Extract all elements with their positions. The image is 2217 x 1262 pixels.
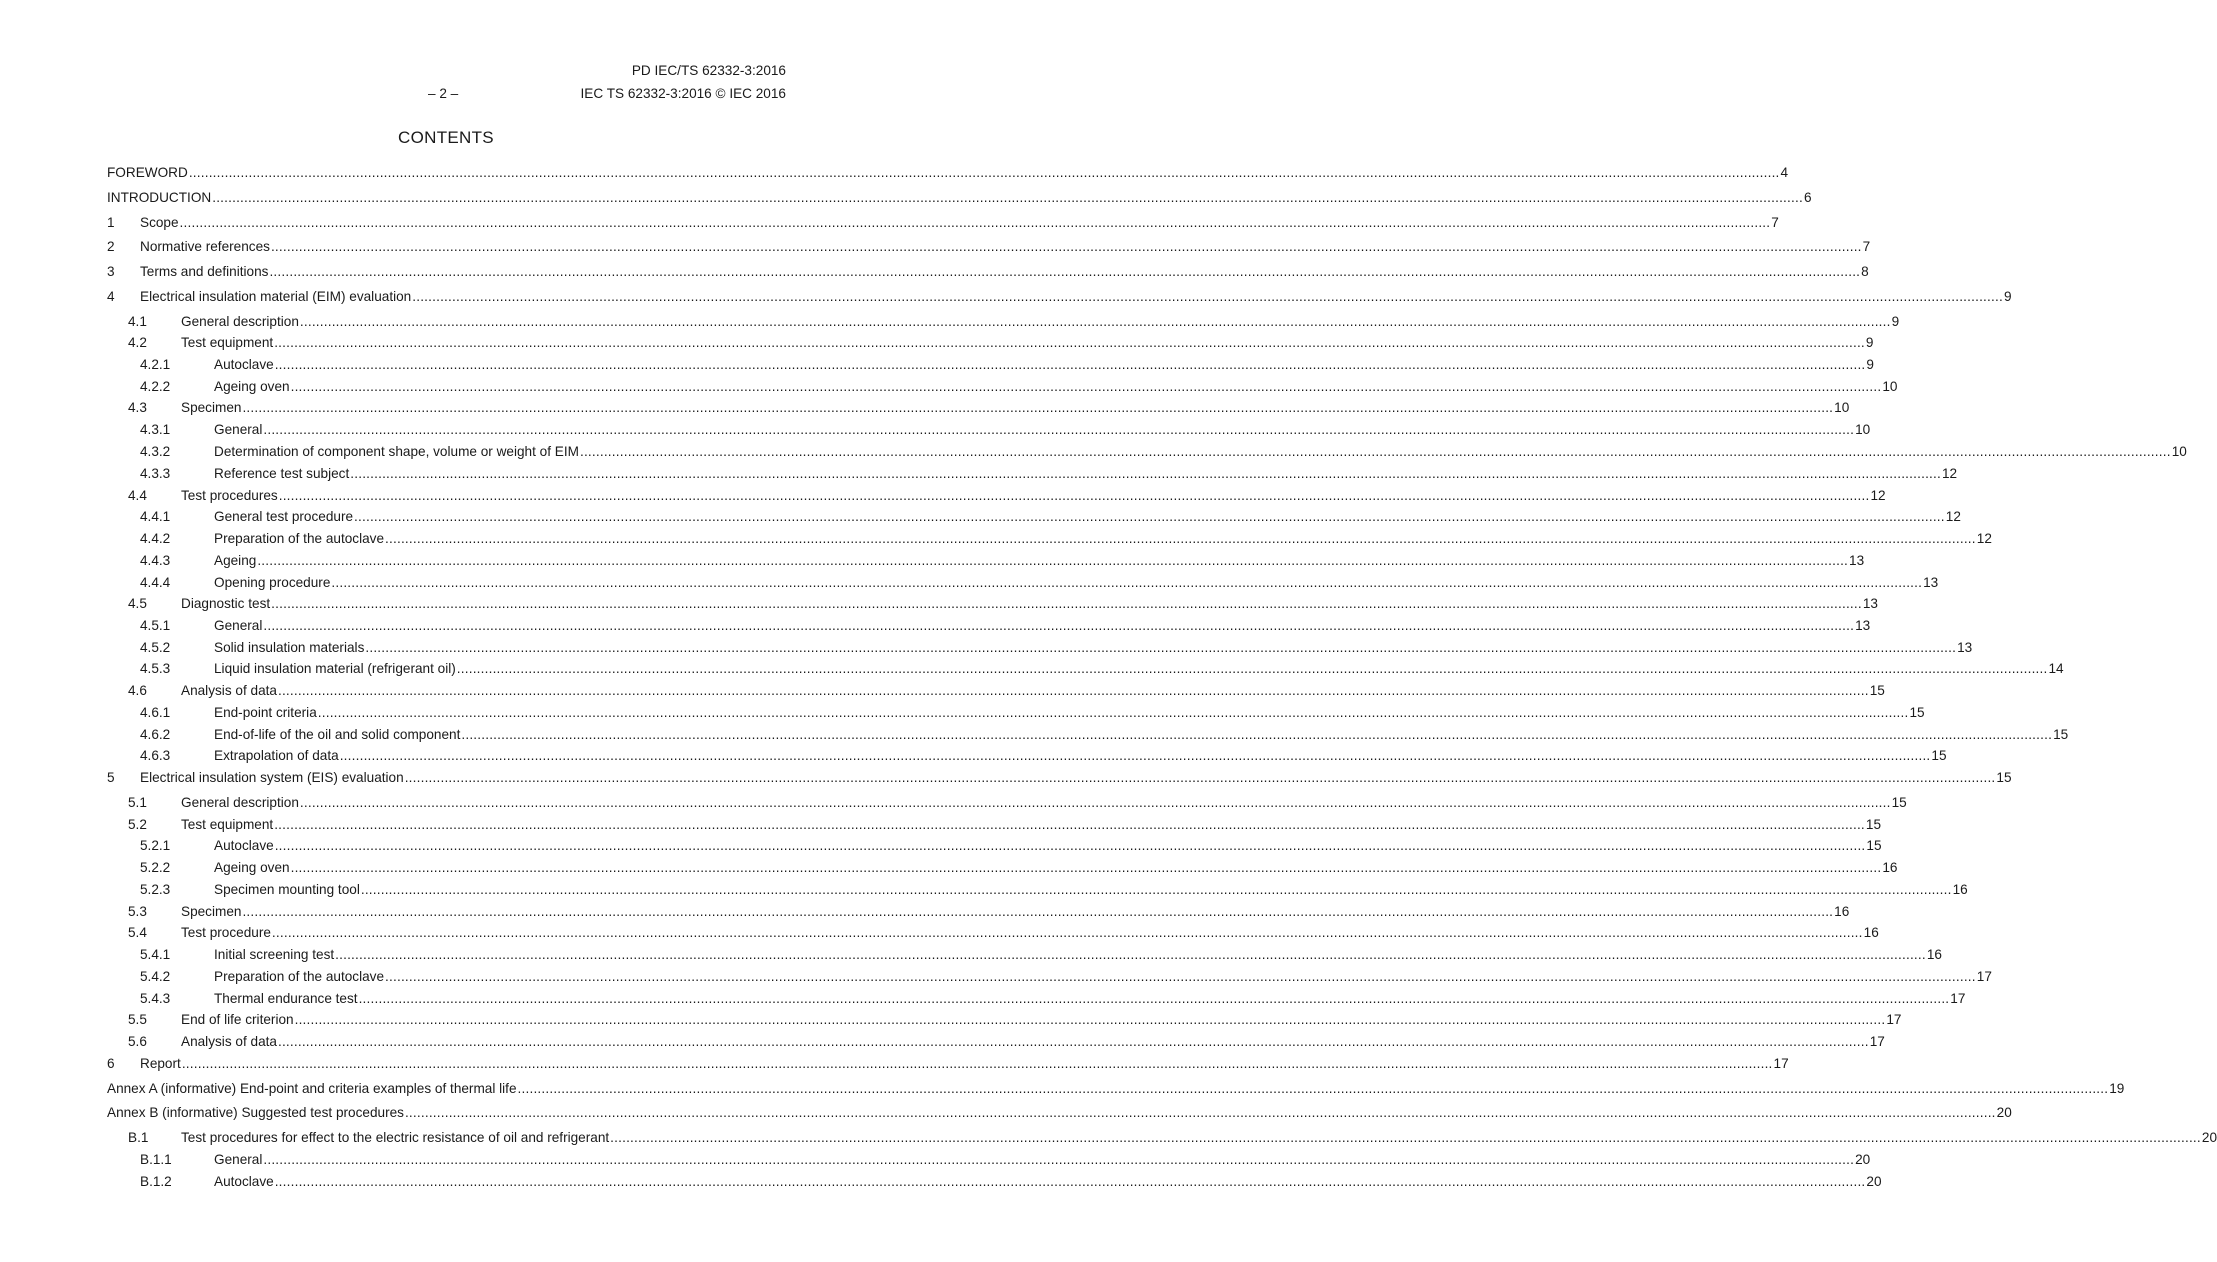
toc-entry[interactable] (107, 859, 1898, 877)
toc-entry-page: 16 (1952, 882, 1968, 897)
toc-entry-page: 13 (1957, 640, 1973, 655)
toc-entry-page: 20 (1996, 1105, 2012, 1120)
dot-leader: ................................................................................................................................................................................................................................................................................................................................................................................................................ (269, 264, 1861, 279)
toc-entry-label: Ageing oven (214, 860, 290, 875)
dot-leader: ................................................................................................................................................................................................................................................................................................................................................................................................................ (350, 466, 1941, 481)
toc-entry[interactable] (107, 990, 1966, 1008)
dot-leader: ................................................................................................................................................................................................................................................................................................................................................................................................................ (181, 1056, 1773, 1071)
toc-entry[interactable] (107, 189, 1812, 207)
toc-entry[interactable] (107, 794, 1907, 812)
dot-leader: ................................................................................................................................................................................................................................................................................................................................................................................................................ (278, 488, 1870, 503)
toc-entry-number: 4.5.3 (140, 661, 171, 676)
toc-entry[interactable] (107, 1173, 1882, 1191)
toc-entry-page: 17 (1976, 969, 1992, 984)
toc-entry-label: Ageing oven (214, 379, 290, 394)
toc-entry-label: Test procedures (181, 488, 278, 503)
toc-entry-label: Electrical insulation system (EIS) evaluation (140, 770, 404, 785)
dot-leader: ................................................................................................................................................................................................................................................................................................................................................................................................................ (277, 1034, 1869, 1049)
toc-entry-label: Extrapolation of data (214, 748, 339, 763)
toc-entry[interactable] (107, 288, 2012, 306)
toc-entry-number: 5.2.1 (140, 838, 171, 853)
toc-entry-label: Initial screening test (214, 947, 335, 962)
dot-leader: ................................................................................................................................................................................................................................................................................................................................................................................................................ (331, 575, 1923, 590)
toc-entry-page: 15 (1865, 817, 1882, 832)
dot-leader: ................................................................................................................................................................................................................................................................................................................................................................................................................ (270, 239, 1862, 254)
toc-entry[interactable] (107, 1129, 2217, 1147)
toc-entry[interactable] (107, 881, 1968, 899)
dot-leader: ................................................................................................................................................................................................................................................................................................................................................................................................................ (517, 1081, 2109, 1096)
toc-entry-number: 4.5.2 (140, 640, 171, 655)
toc-entry-number: 2 (107, 239, 115, 254)
toc-entry-page: 9 (2003, 289, 2012, 304)
toc-entry-page: 9 (1891, 314, 1900, 329)
toc-entry-number: 5.4.1 (140, 947, 171, 962)
toc-entry-label: Ageing (214, 553, 257, 568)
dot-leader: ................................................................................................................................................................................................................................................................................................................................................................................................................ (188, 165, 1780, 180)
toc-entry-page: 6 (1803, 190, 1812, 205)
dot-leader: ................................................................................................................................................................................................................................................................................................................................................................................................................ (610, 1130, 2201, 1145)
document-id: PD IEC/TS 62332-3:2016 (631, 63, 786, 78)
page-title: CONTENTS (398, 128, 494, 147)
toc-entry-number: 4.5 (128, 596, 147, 611)
toc-entry[interactable] (107, 682, 1885, 700)
toc-entry-page: 10 (2171, 444, 2187, 459)
toc-entry[interactable] (107, 443, 2187, 461)
toc-entry-page: 13 (1923, 575, 1939, 590)
toc-entry-label: General description (181, 314, 299, 329)
toc-entry-number: 4.3.2 (140, 444, 171, 459)
toc-entry-page: 8 (1861, 264, 1869, 279)
toc-entry-page: 13 (1849, 553, 1865, 568)
toc-entry-page: 9 (1865, 335, 1874, 350)
dot-leader: ................................................................................................................................................................................................................................................................................................................................................................................................................ (385, 531, 1976, 546)
toc-entry-label: Normative references (140, 239, 270, 254)
toc-entry[interactable] (107, 1151, 1871, 1169)
toc-entry-label: Specimen (181, 904, 242, 919)
toc-entry-page: 17 (1773, 1056, 1789, 1071)
toc-entry[interactable] (107, 769, 2012, 787)
toc-entry-page: 16 (1926, 947, 1942, 962)
toc-entry-number: 4.6.1 (140, 705, 171, 720)
toc-entry[interactable] (107, 214, 1779, 232)
toc-entry-number: 5 (107, 770, 115, 785)
page-marker: – 2 – (428, 86, 459, 101)
dot-leader: ................................................................................................................................................................................................................................................................................................................................................................................................................ (271, 925, 1863, 940)
toc-entry[interactable] (107, 263, 1869, 281)
toc-entry-page: 12 (1941, 466, 1958, 481)
toc-entry-number: 4.1 (128, 314, 147, 329)
toc-entry-number: 5.2.3 (140, 882, 171, 897)
dot-leader: ................................................................................................................................................................................................................................................................................................................................................................................................................ (579, 444, 2171, 459)
toc-entry-page: 12 (1945, 509, 1961, 524)
toc-entry-page: 7 (1771, 215, 1779, 230)
toc-entry-page: 9 (1866, 357, 1874, 372)
dot-leader: ................................................................................................................................................................................................................................................................................................................................................................................................................ (263, 1152, 1855, 1167)
toc-entry-label: End of life criterion (181, 1012, 294, 1027)
toc-entry-number: 5.5 (128, 1012, 147, 1027)
toc-entry-label: Specimen mounting tool (214, 882, 360, 897)
toc-entry-page: 15 (1909, 705, 1925, 720)
toc-entry-label: FOREWORD (107, 165, 188, 180)
toc-entry-number: B.1.2 (140, 1174, 172, 1189)
toc-entry[interactable] (107, 924, 1879, 942)
toc-entry-label: Solid insulation materials (214, 640, 365, 655)
dot-leader: ................................................................................................................................................................................................................................................................................................................................................................................................................ (299, 314, 1891, 329)
toc-entry-label: Preparation of the autoclave (214, 969, 385, 984)
toc-entry-number: 4.2 (128, 335, 147, 350)
toc-entry-page: 17 (1886, 1012, 1902, 1027)
toc-entry-page: 10 (1882, 379, 1898, 394)
dot-leader: ................................................................................................................................................................................................................................................................................................................................................................................................................ (358, 991, 1950, 1006)
toc-entry-page: 13 (1862, 596, 1878, 611)
toc-entry[interactable] (107, 378, 1898, 396)
toc-entry-label: End-of-life of the oil and solid component (214, 727, 461, 742)
dot-leader: ................................................................................................................................................................................................................................................................................................................................................................................................................ (404, 1105, 1996, 1120)
toc-entry-page: 20 (2201, 1130, 2217, 1145)
toc-entry-number: 4.2.2 (140, 379, 171, 394)
dot-leader: ................................................................................................................................................................................................................................................................................................................................................................................................................ (263, 422, 1855, 437)
toc-entry[interactable] (107, 1104, 2012, 1122)
toc-entry-page: 17 (1869, 1034, 1885, 1049)
toc-entry-number: 4.3 (128, 400, 147, 415)
dot-leader: ................................................................................................................................................................................................................................................................................................................................................................................................................ (274, 838, 1866, 853)
toc-entry-number: 4.4.4 (140, 575, 171, 590)
toc-entry[interactable] (107, 617, 1871, 635)
toc-entry-number: 4.4.1 (140, 509, 171, 524)
dot-leader: ................................................................................................................................................................................................................................................................................................................................................................................................................ (257, 553, 1849, 568)
toc-entry-page: 17 (1950, 991, 1966, 1006)
toc-entry[interactable] (107, 903, 1850, 921)
toc-entry[interactable] (107, 747, 1947, 765)
toc-entry-label: Report (140, 1056, 181, 1071)
toc-entry-number: 4.4.3 (140, 553, 171, 568)
toc-entry-number: 5.1 (128, 795, 147, 810)
toc-entry-label: General (214, 422, 263, 437)
toc-entry-label: Autoclave (214, 1174, 274, 1189)
toc-entry-label: Specimen (181, 400, 242, 415)
toc-entry-page: 4 (1780, 165, 1789, 180)
toc-entry[interactable] (107, 238, 1871, 256)
toc-entry[interactable] (107, 164, 1789, 182)
toc-entry-number: 1 (107, 215, 115, 230)
toc-entry-label: Autoclave (214, 838, 274, 853)
toc-entry-label: Electrical insulation material (EIM) evaluation (140, 289, 412, 304)
toc-entry-page: 13 (1855, 618, 1871, 633)
toc-entry[interactable] (107, 946, 1942, 964)
toc-entry-number: B.1.1 (140, 1152, 172, 1167)
toc-entry[interactable] (107, 704, 1925, 722)
dot-leader: ................................................................................................................................................................................................................................................................................................................................................................................................................ (456, 661, 2048, 676)
toc-entry-number: 4.6.3 (140, 748, 171, 763)
dot-leader: ................................................................................................................................................................................................................................................................................................................................................................................................................ (294, 1012, 1886, 1027)
toc-entry[interactable] (107, 660, 2064, 678)
toc-entry-label: Autoclave (214, 357, 274, 372)
toc-entry-page: 15 (1891, 795, 1907, 810)
toc-entry-page: 16 (1834, 904, 1850, 919)
toc-entry-number: 5.4.3 (140, 991, 171, 1006)
dot-leader: ................................................................................................................................................................................................................................................................................................................................................................................................................ (263, 618, 1855, 633)
toc-entry-label: Test equipment (181, 335, 274, 350)
dot-leader: ................................................................................................................................................................................................................................................................................................................................................................................................................ (212, 190, 1803, 205)
copyright-line: IEC TS 62332-3:2016 © IEC 2016 (580, 86, 786, 101)
dot-leader: ................................................................................................................................................................................................................................................................................................................................................................................................................ (412, 289, 2003, 304)
toc-entry-page: 7 (1862, 239, 1871, 254)
dot-leader: ................................................................................................................................................................................................................................................................................................................................................................................................................ (290, 379, 1882, 394)
toc-entry-number: 5.2 (128, 817, 147, 832)
toc-entry[interactable] (107, 334, 1874, 352)
toc-entry-page: 16 (1863, 925, 1879, 940)
toc-entry-label: Analysis of data (181, 1034, 277, 1049)
toc-entry-label: Annex A (informative) End-point and criteria examples of thermal life (107, 1081, 517, 1096)
toc-entry[interactable] (107, 1033, 1885, 1051)
toc-entry-page: 14 (2048, 661, 2064, 676)
toc-entry-page: 15 (1866, 838, 1882, 853)
toc-entry-label: Liquid insulation material (refrigerant oil) (214, 661, 456, 676)
toc-entry[interactable] (107, 639, 1973, 657)
toc-entry-label: Thermal endurance test (214, 991, 358, 1006)
toc-entry[interactable] (107, 837, 1882, 855)
toc-entry-label: General (214, 618, 263, 633)
dot-leader: ................................................................................................................................................................................................................................................................................................................................................................................................................ (274, 1174, 1866, 1189)
toc-entry[interactable] (107, 1080, 2125, 1098)
toc-entry-label: Test procedure (181, 925, 271, 940)
dot-leader: ................................................................................................................................................................................................................................................................................................................................................................................................................ (179, 215, 1771, 230)
toc-entry-number: 4.5.1 (140, 618, 171, 633)
toc-entry-label: Test procedures for effect to the electric resistance of oil and refrigerant (181, 1130, 610, 1145)
dot-leader: ................................................................................................................................................................................................................................................................................................................................................................................................................ (404, 770, 1996, 785)
toc-entry-number: 5.4.2 (140, 969, 171, 984)
toc-entry-label: End-point criteria (214, 705, 317, 720)
toc-entry-page: 19 (2109, 1081, 2125, 1096)
toc-entry-number: B.1 (128, 1130, 149, 1145)
toc-entry[interactable] (107, 508, 1961, 526)
toc-entry[interactable] (107, 487, 1886, 505)
toc-entry-page: 15 (1931, 748, 1947, 763)
toc-entry-label: Diagnostic test (181, 596, 271, 611)
toc-entry-label: INTRODUCTION (107, 190, 212, 205)
toc-entry-number: 5.4 (128, 925, 147, 940)
dot-leader: ................................................................................................................................................................................................................................................................................................................................................................................................................ (365, 640, 1957, 655)
toc-entry[interactable] (107, 421, 1871, 439)
dot-leader: ................................................................................................................................................................................................................................................................................................................................................................................................................ (317, 705, 1909, 720)
toc-entry-page: 15 (1869, 683, 1885, 698)
toc-entry-number: 4.6 (128, 683, 147, 698)
toc-entry-label: Determination of component shape, volume or weight of EIM (214, 444, 579, 459)
dot-leader: ................................................................................................................................................................................................................................................................................................................................................................................................................ (461, 727, 2053, 742)
dot-leader: ................................................................................................................................................................................................................................................................................................................................................................................................................ (274, 817, 1865, 832)
toc-entry[interactable] (107, 465, 1958, 483)
table-of-contents (107, 0, 2217, 1262)
toc-entry-label: General test procedure (214, 509, 354, 524)
dot-leader: ................................................................................................................................................................................................................................................................................................................................................................................................................ (277, 683, 1869, 698)
dot-leader: ................................................................................................................................................................................................................................................................................................................................................................................................................ (242, 904, 1834, 919)
toc-entry-label: Opening procedure (214, 575, 331, 590)
toc-entry-number: 5.6 (128, 1034, 147, 1049)
toc-entry-number: 4.2.1 (140, 357, 171, 372)
toc-entry-number: 4.6.2 (140, 727, 171, 742)
toc-entry-page: 20 (1855, 1152, 1871, 1167)
toc-entry-page: 10 (1834, 400, 1850, 415)
dot-leader: ................................................................................................................................................................................................................................................................................................................................................................................................................ (274, 335, 1865, 350)
toc-entry-label: Analysis of data (181, 683, 277, 698)
toc-entry[interactable] (107, 313, 1900, 331)
toc-entry[interactable] (107, 816, 1882, 834)
toc-entry-number: 6 (107, 1056, 115, 1071)
toc-entry-label: Terms and definitions (140, 264, 269, 279)
toc-entry-page: 12 (1976, 531, 1992, 546)
toc-entry-number: 5.2.2 (140, 860, 171, 875)
toc-entry[interactable] (107, 1055, 1789, 1073)
toc-entry-page: 12 (1870, 488, 1886, 503)
toc-entry-page: 20 (1866, 1174, 1882, 1189)
toc-entry[interactable] (107, 530, 1992, 548)
toc-entry-number: 4.3.1 (140, 422, 171, 437)
toc-entry-label: General (214, 1152, 263, 1167)
dot-leader: ................................................................................................................................................................................................................................................................................................................................................................................................................ (354, 509, 1945, 524)
dot-leader: ................................................................................................................................................................................................................................................................................................................................................................................................................ (242, 400, 1834, 415)
toc-entry-page: 10 (1855, 422, 1871, 437)
toc-entry-page: 16 (1882, 860, 1898, 875)
toc-entry-label: Test equipment (181, 817, 274, 832)
dot-leader: ................................................................................................................................................................................................................................................................................................................................................................................................................ (335, 947, 1926, 962)
toc-entry-number: 4.3.3 (140, 466, 171, 481)
toc-entry[interactable] (107, 356, 1874, 374)
toc-entry-number: 3 (107, 264, 115, 279)
toc-entry-label: Reference test subject (214, 466, 350, 481)
toc-entry-page: 15 (1996, 770, 2012, 785)
toc-entry-page: 15 (2053, 727, 2069, 742)
toc-entry-label: General description (181, 795, 299, 810)
dot-leader: ................................................................................................................................................................................................................................................................................................................................................................................................................ (385, 969, 1976, 984)
toc-entry-label: Annex B (informative) Suggested test procedures (107, 1105, 404, 1120)
toc-entry[interactable] (107, 552, 1865, 570)
toc-entry-number: 4.4 (128, 488, 147, 503)
dot-leader: ................................................................................................................................................................................................................................................................................................................................................................................................................ (339, 748, 1931, 763)
dot-leader: ................................................................................................................................................................................................................................................................................................................................................................................................................ (299, 795, 1891, 810)
toc-entry[interactable] (107, 1011, 1902, 1029)
dot-leader: ................................................................................................................................................................................................................................................................................................................................................................................................................ (271, 596, 1862, 611)
toc-entry[interactable] (107, 595, 1878, 613)
toc-entry-label: Preparation of the autoclave (214, 531, 385, 546)
toc-entry[interactable] (107, 399, 1850, 417)
toc-entry-number: 4 (107, 289, 115, 304)
toc-entry[interactable] (107, 968, 1992, 986)
dot-leader: ................................................................................................................................................................................................................................................................................................................................................................................................................ (360, 882, 1952, 897)
toc-entry-label: Scope (140, 215, 179, 230)
toc-entry-number: 4.4.2 (140, 531, 171, 546)
toc-entry[interactable] (107, 726, 2069, 744)
dot-leader: ................................................................................................................................................................................................................................................................................................................................................................................................................ (290, 860, 1882, 875)
toc-entry[interactable] (107, 574, 1939, 592)
toc-entry-number: 5.3 (128, 904, 147, 919)
dot-leader: ................................................................................................................................................................................................................................................................................................................................................................................................................ (274, 357, 1866, 372)
